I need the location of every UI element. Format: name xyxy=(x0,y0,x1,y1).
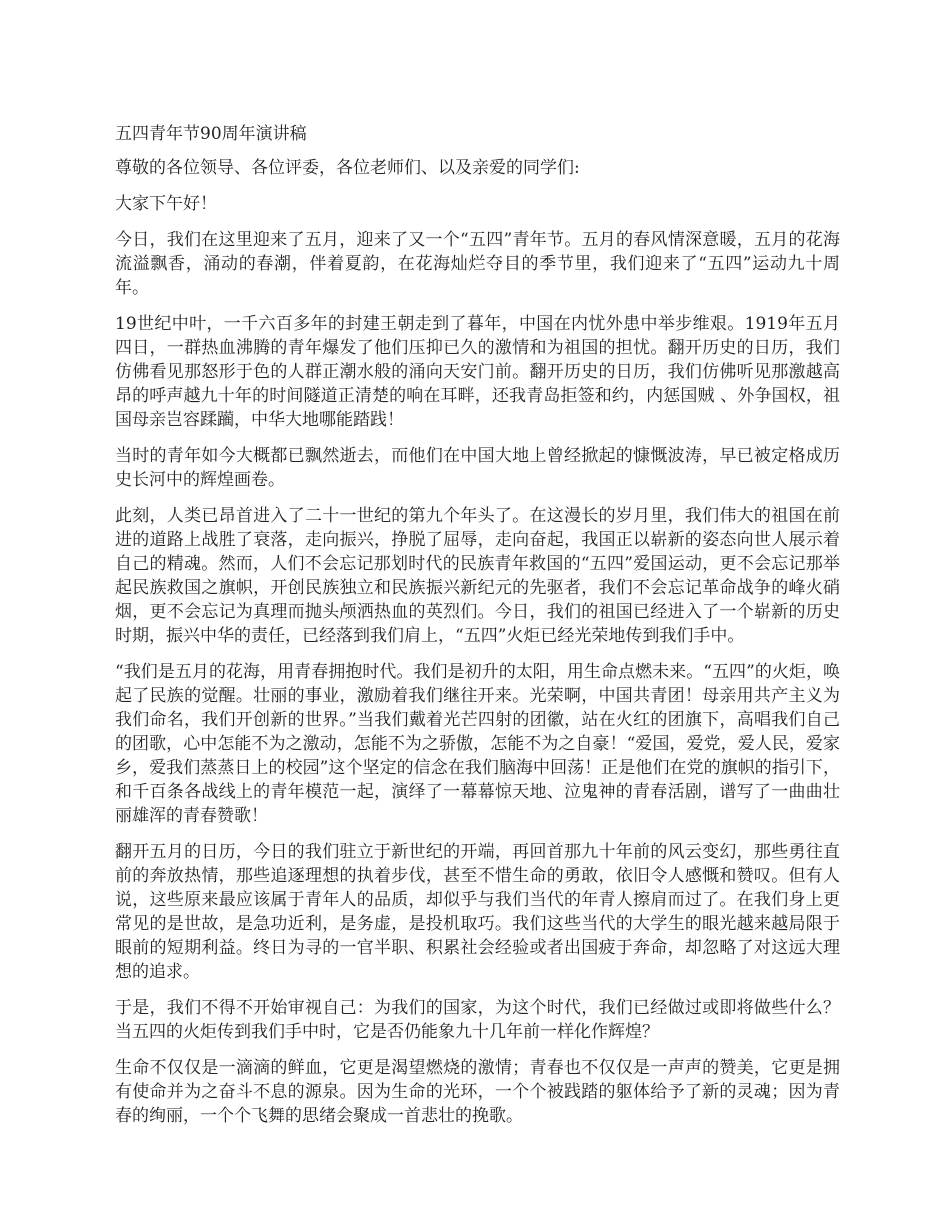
body-paragraph: 此刻，人类已昂首进入了二十一世纪的第九个年头了。在这漫长的岁月里，我们伟大的祖国在前进的道路上战胜了衰落，走向振兴，挣脱了屈辱，走向奋起，我国正以崭新的姿态向世人展示着自己的精魂。然而，人们不会忘记那划时代的民族青年救国的“五四”爱国运动，更不会忘记那举起民族救国之旗帜，开创民族独立和民族振兴新纪元的先驱者，我们不会忘记革命战争的峰火硝烟，更不会忘记为真理而抛头颅洒热血的英烈们。今日，我们的祖国已经进入了一个崭新的历史时期，振兴中华的责任，已经落到我们肩上，“五四”火炬已经光荣地传到我们手中。 xyxy=(115,506,840,646)
body-paragraph: “我们是五月的花海，用青春拥抱时代。我们是初升的太阳，用生命点燃未来。“五四”的火炬，唤起了民族的觉醒。壮丽的事业，激励着我们继往开来。光荣啊，中国共青团！母亲用共产主义为我们命名，我们开创新的世界。”当我们戴着光芒四射的团徽，站在火红的团旗下，高唱我们自己的团歌，心中怎能不为之激动，怎能不为之骄傲，怎能不为之自豪！“爱国，爱党，爱人民，爱家乡，爱我们蒸蒸日上的校园”这个坚定的信念在我们脑海中回荡！正是他们在党的旗帜的指引下，和千百条各战线上的青年模范一起，演绎了一幕幕惊天地、泣鬼神的青春活剧，谱写了一曲曲壮丽雄浑的青春赞歌！ xyxy=(115,662,840,826)
greeting-paragraph: 大家下午好！ xyxy=(115,194,217,214)
body-paragraph: 今日，我们在这里迎来了五月，迎来了又一个“五四”青年节。五月的春风情深意暖，五月的花海流溢飘香，涌动的春潮，伴着夏韵，在花海灿烂夺目的季节里，我们迎来了“五四”运动九十周年。 xyxy=(115,230,840,298)
body-paragraph: 翻开五月的日历，今日的我们驻立于新世纪的开端，再回首那九十年前的风云变幻，那些勇往直前的奔放热情，那些追逐理想的执着步伐，甚至不惜生命的勇敢，依旧令人感慨和赞叹。但有人说，这些原来最应该属于青年人的品质，却似乎与我们当代的年青人擦肩而过了。在我们身上更常见的是世故，是急功近利，是务虚，是投机取巧。我们这些当代的大学生的眼光越来越局限于眼前的短期利益。终日为寻的一官半职、积累社会经验或者出国疲于奔命，却忽略了对这远大理想的追求。 xyxy=(115,842,840,982)
body-paragraph: 生命不仅仅是一滴滴的鲜血，它更是渴望燃烧的激情；青春也不仅仅是一声声的赞美，它更是拥有使命并为之奋斗不息的源泉。因为生命的光环，一个个被践踏的躯体给予了新的灵魂；因为青春的绚丽，一个个飞舞的思绪会聚成一首悲壮的挽歌。 xyxy=(115,1058,840,1126)
document-body xyxy=(115,122,840,1140)
body-paragraph: 19世纪中叶，一千六百多年的封建王朝走到了暮年，中国在内忧外患中举步维艰。1919年五月四日，一群热血沸腾的青年爆发了他们压抑已久的激情和为祖国的担忧。翻开历史的日历，我们仿佛看见那怒形于色的人群正潮水般的涌向天安门前。翻开历史的日历，我们仿佛听见那激越高昂的呼声越九十年的时间隧道正清楚的响在耳畔，还我青岛拒签和约，内惩国贼 、外争国权，祖国母亲岂容蹂躏，中华大地哪能踏践！ xyxy=(115,314,840,430)
document-title: 五四青年节90周年演讲稿 xyxy=(115,124,307,144)
salutation-paragraph: 尊敬的各位领导、各位评委，各位老师们、以及亲爱的同学们: xyxy=(115,158,580,178)
body-paragraph: 当时的青年如今大概都已飘然逝去，而他们在中国大地上曾经掀起的慷慨波涛，早已被定格成历史长河中的辉煌画卷。 xyxy=(115,446,840,490)
body-paragraph: 于是，我们不得不开始审视自己：为我们的国家，为这个时代，我们已经做过或即将做些什么？当五四的火炬传到我们手中时，它是否仍能象九十几年前一样化作辉煌？ xyxy=(115,998,840,1042)
